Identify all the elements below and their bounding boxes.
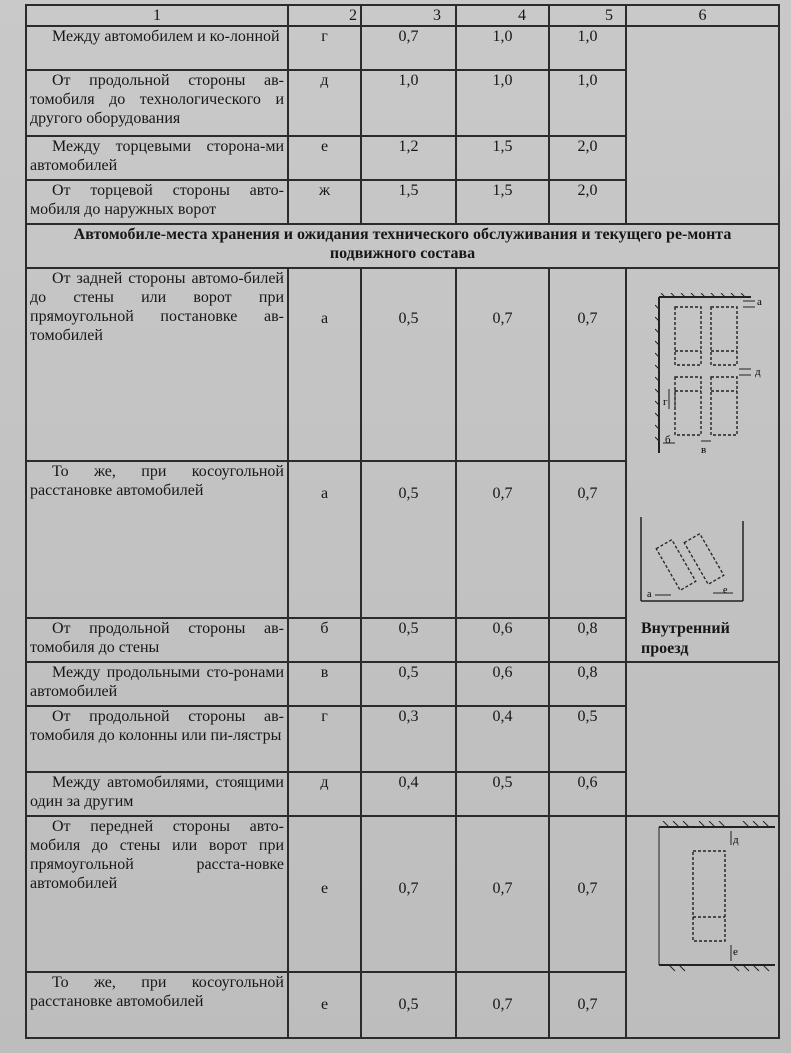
dim-label-v: в <box>701 444 707 456</box>
row-value-4: 0,5 <box>456 772 549 816</box>
row-value-4: 0,7 <box>456 268 549 461</box>
front-clearance-diagram <box>655 821 777 975</box>
row-value-3: 0,5 <box>361 461 456 618</box>
row-value-3: 0,5 <box>361 268 456 461</box>
row-code: е <box>288 136 361 180</box>
row-code: д <box>288 772 361 816</box>
row-value-3: 0,5 <box>361 662 456 706</box>
car-outline <box>675 377 701 435</box>
column6-diagrams <box>626 268 779 662</box>
row-description: От торцевой стороны авто-мобиля до наружных ворот <box>26 180 288 224</box>
angled-placement-diagram <box>637 501 757 611</box>
car-outline <box>656 540 696 591</box>
clearance-table <box>25 4 780 1039</box>
row-value-5: 0,7 <box>549 972 626 1038</box>
row-description: То же, при косоугольной расстановке автомобилей <box>26 461 288 618</box>
row-value-5: 0,8 <box>549 662 626 706</box>
section-title: Автомобиле-места хранения и ожидания технического обслуживания и текущего ре-монта подвижного состава <box>26 224 779 268</box>
rectangular-placement-diagram <box>655 293 775 463</box>
table-row <box>26 26 779 70</box>
row-value-3: 0,4 <box>361 772 456 816</box>
car-outline <box>711 307 737 365</box>
row-value-3: 0,3 <box>361 706 456 772</box>
row-value-5: 0,6 <box>549 772 626 816</box>
header-cell-4: 4 <box>456 5 549 26</box>
row-value-3: 0,5 <box>361 618 456 662</box>
row-description: Между автомобилями, стоящими один за другим <box>26 772 288 816</box>
row-description: От продольной стороны ав-томобиля до стены <box>26 618 288 662</box>
row-value-3: 1,5 <box>361 180 456 224</box>
row-value-5: 2,0 <box>549 180 626 224</box>
row-description: Между автомобилем и ко-лонной <box>26 26 288 70</box>
row-code: ж <box>288 180 361 224</box>
car-outline <box>693 851 725 941</box>
header-cell-6: 6 <box>626 5 779 26</box>
car-outline <box>684 534 724 585</box>
row-description: От задней стороны автомо-билей до стены или ворот при прямоугольной постановке ав-томобилей <box>26 268 288 461</box>
row-code: е <box>288 816 361 972</box>
row-value-4: 1,0 <box>456 70 549 136</box>
row-value-4: 0,7 <box>456 816 549 972</box>
dim-label-a: а <box>757 296 762 308</box>
row-code: г <box>288 26 361 70</box>
row-value-5: 1,0 <box>549 26 626 70</box>
row-value-4: 0,6 <box>456 662 549 706</box>
row-code: в <box>288 662 361 706</box>
table-row <box>26 268 779 461</box>
row-value-4: 0,4 <box>456 706 549 772</box>
row-value-5: 2,0 <box>549 136 626 180</box>
row-value-4: 1,0 <box>456 26 549 70</box>
row-description: Между торцевыми сторона-ми автомобилей <box>26 136 288 180</box>
dim-label-b: б <box>665 434 671 446</box>
header-cell-2: 2 <box>288 5 361 26</box>
row-description: От продольной стороны ав-томобиля до технологического и другого оборудования <box>26 70 288 136</box>
dim-label-e: е <box>733 946 738 958</box>
section-row <box>26 224 779 268</box>
column6-diagram3 <box>626 816 779 1038</box>
header-cell-5: 5 <box>549 5 626 26</box>
header-row <box>26 5 779 26</box>
row-code: а <box>288 461 361 618</box>
header-cell-1: 1 <box>26 5 288 26</box>
row-code: а <box>288 268 361 461</box>
row-code: б <box>288 618 361 662</box>
row-description: От передней стороны авто-мобиля до стены или ворот при прямоугольной расста-новке автомобилей <box>26 816 288 972</box>
car-outline <box>675 307 701 365</box>
row-value-5: 1,0 <box>549 70 626 136</box>
row-value-4: 0,6 <box>456 618 549 662</box>
dim-label-g: г <box>663 396 668 408</box>
wall-hatch <box>655 293 745 441</box>
row-value-3: 1,2 <box>361 136 456 180</box>
row-value-5: 0,7 <box>549 268 626 461</box>
row-value-5: 0,7 <box>549 816 626 972</box>
inner-passage-label: Внутренний проезд <box>641 620 730 657</box>
dim-label-e: е <box>723 585 728 596</box>
row-description: От продольной стороны ав-томобиля до колонны или пи-лястры <box>26 706 288 772</box>
row-value-3: 0,7 <box>361 26 456 70</box>
wall-hatch <box>663 821 769 971</box>
column6-empty-mid <box>626 662 779 816</box>
row-value-3: 0,5 <box>361 972 456 1038</box>
row-description: Между продольными сто-ронами автомобилей <box>26 662 288 706</box>
row-value-5: 0,7 <box>549 461 626 618</box>
row-description: То же, при косоугольной расстановке автомобилей <box>26 972 288 1038</box>
column6-top-empty <box>626 26 779 224</box>
dim-label-d: д <box>733 834 739 846</box>
car-outline <box>711 377 737 435</box>
row-value-4: 0,7 <box>456 972 549 1038</box>
row-value-3: 1,0 <box>361 70 456 136</box>
row-value-5: 0,5 <box>549 706 626 772</box>
row-value-4: 0,7 <box>456 461 549 618</box>
row-code: д <box>288 70 361 136</box>
row-value-4: 1,5 <box>456 136 549 180</box>
row-value-3: 0,7 <box>361 816 456 972</box>
dim-label-a: а <box>647 589 652 600</box>
row-code: е <box>288 972 361 1038</box>
dim-label-d: д <box>755 366 761 378</box>
table-row <box>26 816 779 972</box>
table-row <box>26 662 779 706</box>
header-cell-3: 3 <box>361 5 456 26</box>
row-code: г <box>288 706 361 772</box>
row-value-5: 0,8 <box>549 618 626 662</box>
row-value-4: 1,5 <box>456 180 549 224</box>
